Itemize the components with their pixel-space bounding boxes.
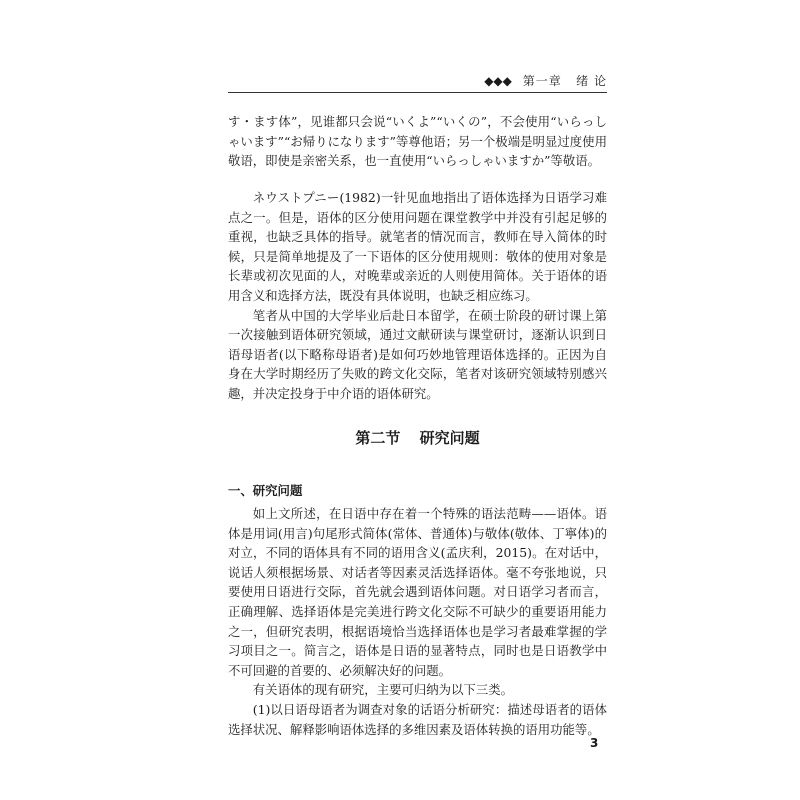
section-title: 研究问题 bbox=[419, 429, 480, 447]
paragraph: 如上文所述，在日语中存在着一个特殊的语法范畴——语体。语体是用词(用言)句尾形式简体(常体、普通体)与敬体(敬体、丁寧体)的对立，不同的语体具有不同的语用含义(孟庆利，2015)。在对话中，说话人须根据场景、对话者等因素灵活选择语体。毫不夸张地说，只要使用日语进行交际，首先就会遇到语体问题。对日语学习者而言，正确理解、选择语体是完美进行跨文化交际不可缺少的重要语用能力之一，但研究表明，根据语境恰当选择语体也是学习者最难掌握的学习项目之一。简言之，语体是日语的显著特点，同时也是日语教学中不可回避的首要的、必须解决好的问题。 bbox=[228, 506, 607, 678]
section-heading bbox=[228, 427, 607, 448]
subsection-heading: 一、研究问题 bbox=[228, 483, 303, 498]
paragraph: (1)以日语母语者为调查对象的话语分析研究：描述母语者的语体选择状况、解释影响语体选择的多维因素及语体转换的语用功能等。 bbox=[228, 701, 607, 737]
text-block-bottom bbox=[228, 504, 607, 739]
text-block-mid bbox=[228, 188, 607, 404]
paragraph-continued: す・ます体”，见谁都只会说“いくよ”“いくの”，不会使用“いらっしゃいます”“お帰りになります”等尊他语；另一个极端是明显过度使用敬语，即使是亲密关系，也一直使用“いらっしゃいますか”等敬语。 bbox=[228, 114, 607, 169]
page-number: 3 bbox=[590, 736, 599, 750]
chapter-title: 绪 论 bbox=[576, 74, 607, 88]
chapter-number: 第一章 bbox=[522, 74, 562, 88]
diamond-ornament-icon: ◆◆◆ bbox=[484, 74, 512, 88]
paragraph: 有关语体的现有研究，主要可归纳为以下三类。 bbox=[252, 682, 513, 698]
header-rule bbox=[228, 92, 607, 93]
running-head bbox=[484, 72, 607, 89]
text-block-top bbox=[228, 112, 607, 171]
paragraph: 笔者从中国的大学毕业后赴日本留学，在硕士阶段的研讨课上第一次接触到语体研究领域，通过文献研读与课堂研讨，逐渐认识到日语母语者(以下略称母语者)是如何巧妙地管理语体选择的。正因为自身在大学时期经历了失败的跨文化交际，笔者对该研究领域特别感兴趣，并决定投身于中介语的语体研究。 bbox=[228, 307, 607, 401]
paragraph: ネウストプニー(1982)一针见血地指出了语体选择为日语学习难点之一。但是，语体的区分使用问题在课堂教学中并没有引起足够的重视，也缺乏具体的指导。就笔者的情况而言，教师在导入简体的时候，只是简单地提及了一下语体的区分使用规则：敬体的使用对象是长辈或初次见面的人，对晚辈或亲近的人则使用简体。关于语体的语用含义和选择方法，既没有具体说明，也缺乏相应练习。 bbox=[228, 190, 607, 303]
section-number: 第二节 bbox=[355, 429, 401, 447]
